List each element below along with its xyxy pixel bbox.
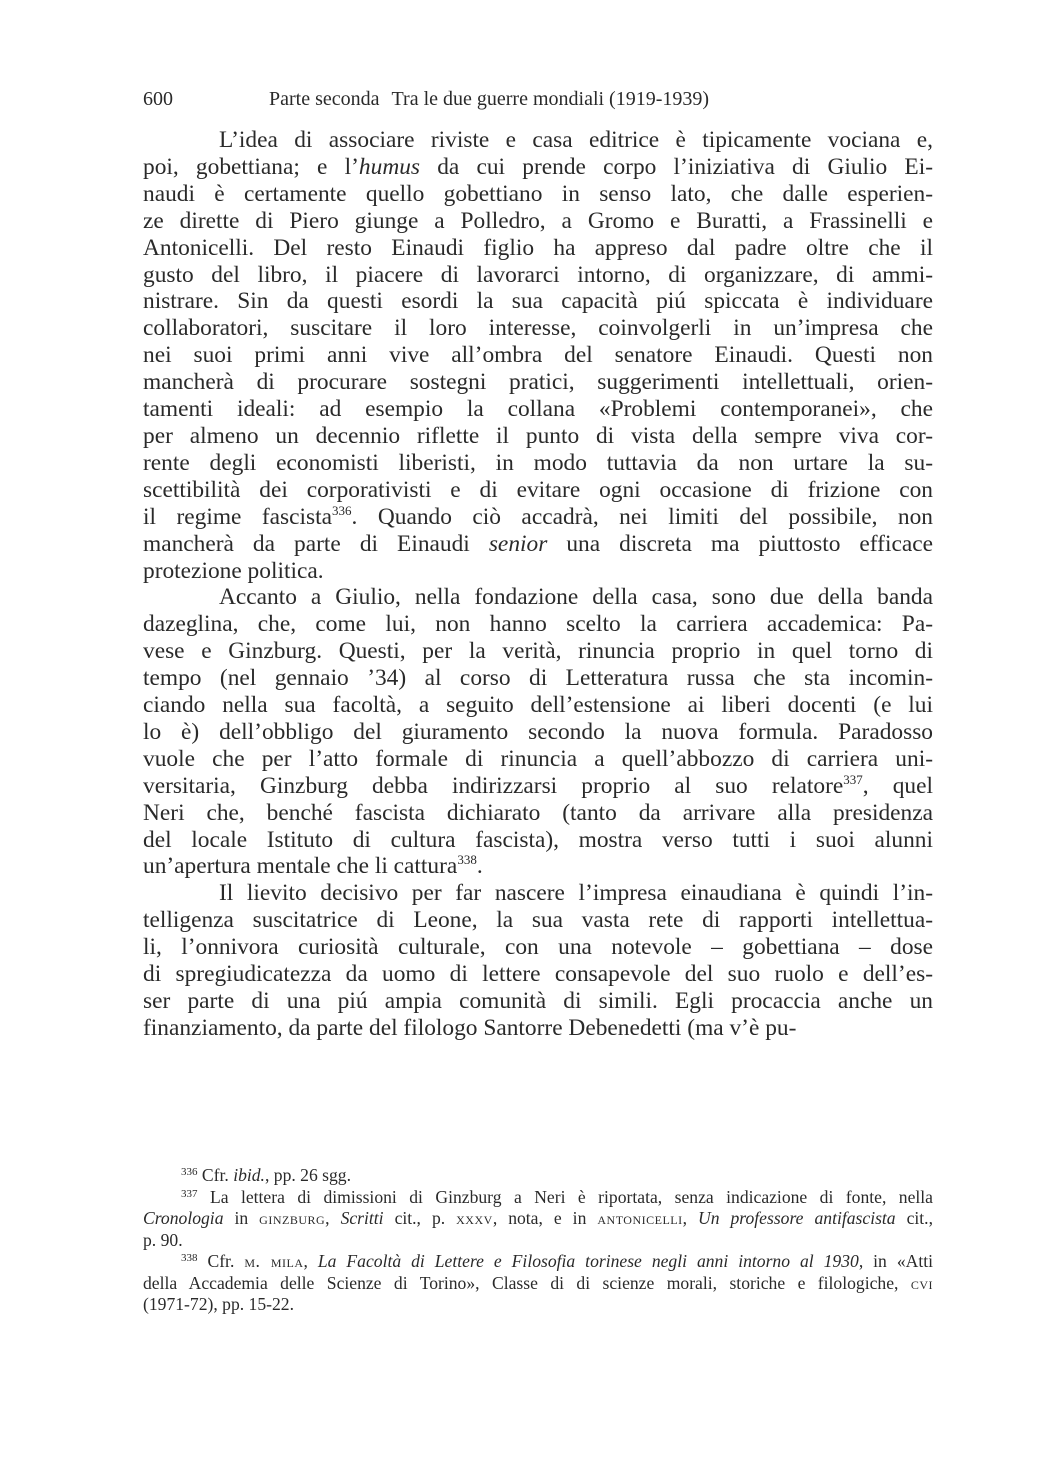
footnotes	[143, 1165, 933, 1316]
part-title: Parte seconda	[269, 88, 380, 110]
text-line: finanziamento, da parte del filologo Santorre Debenedetti (ma v’è pu-	[143, 1014, 797, 1041]
text-line: un’apertura mentale che li cattura$^{338}$.	[143, 852, 483, 880]
text-line: versitaria, Ginzburg debba indirizzarsi proprio al suo relatore$^{337}$, quel	[143, 771, 933, 799]
footnote-line: p. 90.	[143, 1229, 183, 1250]
footnote-ref: 337	[843, 771, 863, 787]
text-line: gusto del libro, il piacere di lavorarci intorno, di organizzare, di ammi-	[143, 261, 933, 288]
footnote-ref: 336	[181, 1166, 198, 1178]
italic-text: La Facoltà di Lettere e Filosofia torinese negli anni intorno al 1930	[317, 1251, 859, 1271]
italic-text: ibid.	[233, 1165, 265, 1185]
italic-text: senior	[488, 530, 548, 557]
footnote-ref: 338	[457, 852, 477, 868]
footnote-line: $^{338}$ Cfr. m. mila, La Facoltà di Lettere e Filosofia torinese negli anni intorno al 1930, in «Atti	[181, 1251, 933, 1271]
paragraph	[143, 127, 933, 584]
italic-text: Scritti	[340, 1208, 384, 1228]
text-line: L’idea di associare riviste e casa editrice è tipicamente vociana e,	[219, 127, 933, 153]
footnote-line: della Accademia delle Scienze di Torino», Classe di di scienze morali, storiche e filologiche, cvi	[143, 1272, 933, 1293]
footnote-line: $^{336}$ Cfr. ibid., pp. 26 sgg.	[181, 1165, 351, 1185]
italic-text: humus	[358, 153, 421, 180]
footnote-line: (1971-72), pp. 15-22.	[143, 1294, 294, 1314]
italic-text: Cronologia	[143, 1208, 224, 1228]
page-number: 600	[143, 88, 173, 110]
text-line: del locale Istituto di cultura fascista), mostra verso tutti i suoi alunni	[143, 826, 933, 853]
text-line: dazeglina, che, come lui, non hanno scelto la carriera accademica: Pa-	[143, 611, 933, 638]
small-caps-text: cvi	[910, 1272, 933, 1293]
text-line: lo è) dell’obbligo del giuramento secondo la nuova formula. Paradosso	[143, 718, 933, 745]
footnote-ref: 338	[181, 1252, 198, 1264]
text-line: Accanto a Giulio, nella fondazione della casa, sono due della banda	[219, 584, 933, 611]
footnote-line: Cronologia in ginzburg, Scritti cit., p. xxxv, nota, e in antonicelli, Un professore antifascista cit.,	[143, 1208, 933, 1228]
small-caps-text: antonicelli	[597, 1208, 683, 1228]
text-line: ciando nella sua facoltà, a seguito dell’estensione ai liberi docenti (e lui	[143, 692, 933, 719]
text-line: tempo (nel gennaio ’34) al corso di Letteratura russa che sta incomin-	[143, 665, 933, 692]
text-line: di spregiudicatezza da uomo di lettere consapevole del suo ruolo e dell’es-	[143, 961, 933, 988]
text-line: li, l’onnivora curiosità culturale, con una notevole – gobettiana – dose	[143, 934, 933, 961]
footnote	[143, 1187, 933, 1252]
text-line: vese e Ginzburg. Questi, per la verità, rinuncia proprio in quel torno di	[143, 638, 933, 665]
text-line: telligenza suscitatrice di Leone, la sua vasta rete di rapporti intellettua-	[143, 907, 933, 934]
paragraph	[143, 880, 933, 1041]
running-header	[143, 86, 943, 112]
body-text	[143, 127, 933, 1042]
text-line: Neri che, benché fascista dichiarato (tanto da arrivare alla presidenza	[143, 799, 933, 826]
paragraph	[143, 584, 933, 880]
footnote-ref: 337	[181, 1187, 198, 1200]
text-line: il regime fascista$^{336}$. Quando ciò accadrà, nei limiti del possibile, non	[143, 502, 933, 530]
text-line: mancherà da parte di Einaudi senior una discreta ma piuttosto efficace	[143, 530, 933, 557]
italic-text: Un professore antifascista	[698, 1208, 896, 1228]
small-caps-text: m. mila	[244, 1251, 304, 1271]
text-line: Antonicelli. Del resto Einaudi figlio ha appreso dal padre oltre che il	[143, 234, 933, 261]
text-line: ze dirette di Piero giunge a Polledro, a Gromo e Buratti, a Frassinelli e	[143, 207, 933, 234]
text-line: poi, gobettiana; e l’humus da cui prende corpo l’iniziativa di Giulio Ei-	[143, 153, 933, 180]
text-line: mancherà di procurare sostegni pratici, suggerimenti intellettuali, orien-	[143, 369, 933, 396]
text-line: nistrare. Sin da questi esordi la sua capacità piú spiccata è individuare	[143, 288, 933, 315]
text-line: per almeno un decennio riflette il punto di vista della sempre viva cor-	[143, 422, 933, 449]
text-line: collaboratori, suscitare il loro interesse, coinvolgerli in un’impresa che	[143, 315, 933, 342]
text-line: nei suoi primi anni vive all’ombra del senatore Einaudi. Questi non	[143, 342, 933, 369]
footnote-ref: 336	[332, 502, 352, 518]
text-line: Il lievito decisivo per far nascere l’impresa einaudiana è quindi l’in-	[219, 880, 933, 907]
text-line: naudi è certamente quello gobettiano in senso lato, che dalle esperien-	[143, 180, 933, 207]
text-line: rente degli economisti liberisti, in modo tuttavia da non urtare la su-	[143, 449, 933, 476]
small-caps-text: xxxv	[456, 1208, 493, 1228]
text-line: ser parte di una piú ampia comunità di simili. Egli procaccia anche un	[143, 988, 933, 1014]
section-title: Tra le due guerre mondiali (1919-1939)	[391, 88, 710, 110]
footnote	[143, 1165, 933, 1187]
text-line: scettibilità dei corporativisti e di evitare ogni occasione di frizione con	[143, 476, 933, 503]
small-caps-text: ginzburg	[259, 1208, 326, 1228]
footnote-line: $^{337}$ La lettera di dimissioni di Ginzburg a Neri è riportata, senza indicazione di fonte, nella	[181, 1186, 933, 1207]
text-line: vuole che per l’atto formale di rinuncia a quell’abbozzo di carriera uni-	[143, 745, 933, 772]
footnote	[143, 1251, 933, 1316]
text-line: tamenti ideali: ad esempio la collana «Problemi contemporanei», che	[143, 396, 933, 423]
text-line: protezione politica.	[143, 557, 324, 584]
